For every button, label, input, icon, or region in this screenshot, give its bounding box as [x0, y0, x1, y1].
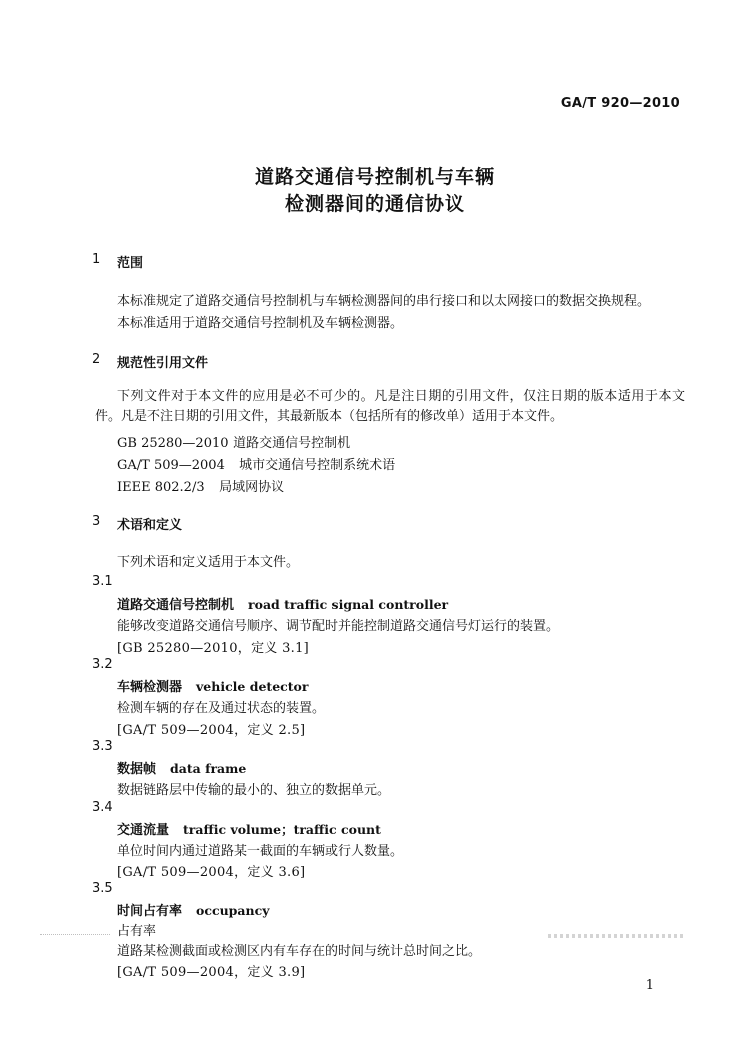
- standard-code: GA/T 920—2010: [560, 96, 680, 111]
- term-entry: [117, 900, 269, 919]
- reference-name: 局域网协议: [219, 480, 285, 495]
- document-title-line-2: 检测器间的通信协议: [284, 193, 465, 215]
- term-english: road traffic signal controller: [248, 597, 449, 612]
- term-chinese: 道路交通信号控制机: [117, 598, 235, 613]
- term-entry: [117, 819, 381, 838]
- section-2-number: 2: [92, 352, 101, 367]
- document-title-line-1: 道路交通信号控制机与车辆: [254, 166, 495, 188]
- section-3-title: 术语和定义: [117, 518, 183, 533]
- reference-name: 道路交通信号控制机: [233, 436, 351, 451]
- term-chinese: 车辆检测器: [117, 680, 183, 695]
- section-3-intro: 下列术语和定义适用于本文件。: [117, 555, 300, 570]
- term-definition: 单位时间内通过道路某一截面的车辆或行人数量。: [117, 844, 404, 859]
- section-1-number: 1: [92, 252, 101, 267]
- term-source: [GA/T 509—2004，定义 2.5]: [117, 723, 306, 738]
- page-number: 1: [645, 978, 654, 993]
- reference-item: [117, 454, 395, 473]
- term-definition: 数据链路层中传输的最小的、独立的数据单元。: [117, 783, 391, 798]
- term-english: data frame: [170, 761, 247, 776]
- term-source: [GB 25280—2010，定义 3.1]: [117, 641, 310, 656]
- section-3-number: 3: [92, 514, 101, 529]
- term-alternative: 占有率: [117, 924, 157, 939]
- term-chinese: 数据帧: [117, 762, 157, 777]
- term-chinese: 时间占有率: [117, 904, 183, 919]
- term-entry: [117, 758, 246, 777]
- clause-number: 3.2: [92, 657, 113, 672]
- clause-number: 3.3: [92, 739, 113, 754]
- term-chinese: 交通流量: [117, 823, 170, 838]
- clause-number: 3.4: [92, 800, 113, 815]
- term-english: vehicle detector: [196, 679, 309, 694]
- section-1-title: 范围: [117, 256, 144, 271]
- scan-artifact: [548, 934, 686, 938]
- scan-artifact: [40, 934, 110, 941]
- reference-item: [117, 476, 284, 495]
- term-definition: 道路某检测截面或检测区内有车存在的时间与统计总时间之比。: [117, 944, 482, 959]
- section-1-paragraph-1: 本标准规定了道路交通信号控制机与车辆检测器间的串行接口和以太网接口的数据交换规程。: [117, 294, 651, 309]
- clause-number: 3.5: [92, 881, 113, 896]
- reference-code: GA/T 509—2004: [117, 458, 225, 473]
- term-source: [GA/T 509—2004，定义 3.9]: [117, 965, 306, 980]
- reference-code: GB 25280—2010: [117, 436, 229, 451]
- term-entry: [117, 676, 308, 695]
- reference-name: 城市交通信号控制系统术语: [239, 458, 396, 473]
- term-english: occupancy: [196, 903, 270, 918]
- term-source: [GA/T 509—2004，定义 3.6]: [117, 865, 306, 880]
- term-definition: 能够改变道路交通信号顺序、调节配时并能控制道路交通信号灯运行的装置。: [117, 619, 560, 634]
- section-2-intro: 下列文件对于本文件的应用是必不可少的。凡是注日期的引用文件，仅注日期的版本适用于本文件。凡是不注日期的引用文件，其最新版本（包括所有的修改单）适用于本文件。: [95, 389, 685, 424]
- term-english: traffic volume；traffic count: [183, 822, 381, 837]
- term-entry: [117, 594, 448, 613]
- clause-number: 3.1: [92, 574, 113, 589]
- section-2-title: 规范性引用文件: [117, 356, 209, 371]
- section-1-paragraph-2: 本标准适用于道路交通信号控制机及车辆检测器。: [117, 316, 404, 331]
- reference-item: [117, 432, 350, 451]
- term-definition: 检测车辆的存在及通过状态的装置。: [117, 701, 326, 716]
- reference-code: IEEE 802.2/3: [117, 480, 205, 495]
